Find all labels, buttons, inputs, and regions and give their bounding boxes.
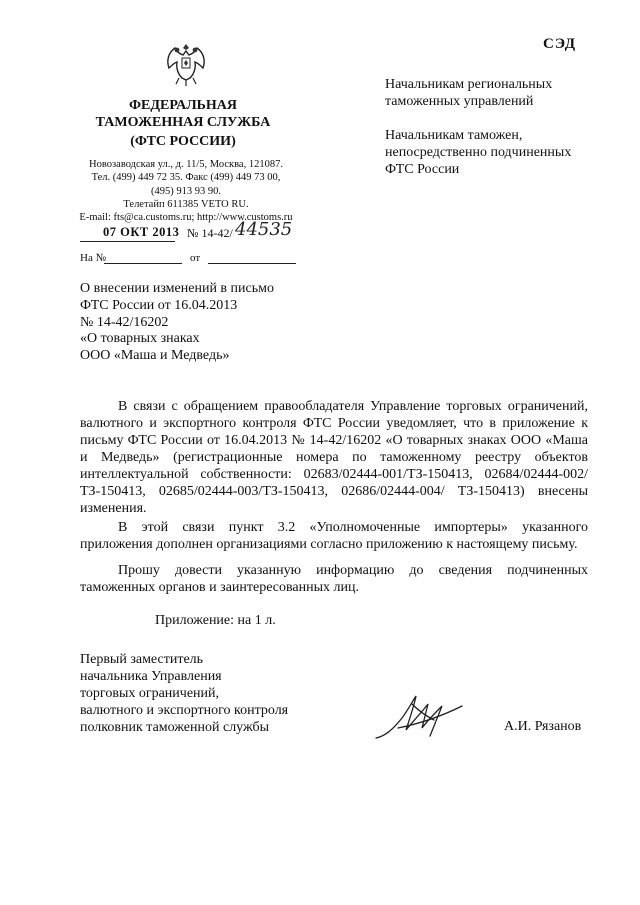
eagle-emblem-icon [163, 38, 209, 88]
reference-number-label: На № [80, 252, 107, 264]
addressee-line: Начальникам таможен, [385, 128, 523, 143]
addressee-line: таможенных управлений [385, 94, 534, 109]
contacts-phone: Тел. (499) 449 72 35. Факс (499) 449 73 00, [91, 172, 281, 184]
signatory-title-line: полковник таможенной службы [80, 720, 270, 735]
contacts-email: E-mail: fts@ca.customs.ru; http://www.customs.ru [79, 212, 293, 224]
signatory-title-line: торговых ограничений, [80, 686, 220, 701]
addressee-regional [385, 76, 552, 110]
subject-line: № 14-42/16202 [80, 314, 169, 330]
signatory-title [80, 651, 288, 736]
body-paragraph-3: Прошу довести указанную информацию до сведения подчиненных таможенных органов и заинтересованных лиц. [80, 563, 588, 595]
reference-number-line [104, 263, 182, 264]
reference-date-line [208, 263, 296, 264]
handwritten-signature [368, 692, 478, 750]
outgoing-number-prefix: № 14-42/ [187, 226, 233, 240]
letter-body [80, 398, 588, 596]
contacts-block [75, 158, 297, 224]
addressee-line: непосредственно подчиненных [385, 145, 572, 160]
org-name-line-2: ТАМОЖЕННАЯ СЛУЖБА [95, 115, 271, 130]
signatory-name: А.И. Рязанов [504, 719, 582, 734]
org-name-line-1: ФЕДЕРАЛЬНАЯ [128, 98, 237, 113]
addressee-customs [385, 127, 571, 178]
body-paragraph-2: В этой связи пункт 3.2 «Уполномоченные импортеры» указанного приложения дополнен организациями согласно приложению к настоящему письму. [80, 520, 588, 552]
subject-line: О внесении изменений в письмо [80, 281, 274, 296]
contacts-address: Новозаводская ул., д. 11/5, Москва, 121087. [89, 159, 283, 170]
signatory-title-line: Первый заместитель [80, 652, 204, 667]
attachment-note: Приложение: на 1 л. [155, 613, 276, 628]
body-paragraph-1: В связи с обращением правообладателя Управление торговых ограничений, валютного и экспортного контроля ФТС России уведомляет, что в приложение к письму ФТС России от 16.04.2013 № 14-42/16202 «О товарных знаках ООО «Маша и Медведь» (регистрационные номера по таможенному реестру объектов интеллектуальной собственности: 02683/02444-001/ТЗ-150413, 02684/02444-002/ТЗ-150413, 02685/02444-003/ТЗ-150413, 02686/02444-004/ ТЗ-150413) внесены изменения. [80, 399, 588, 516]
subject-line: ООО «Маша и Медведь» [80, 348, 230, 364]
date-stamp: 07 ОКТ 2013 [103, 225, 180, 239]
subject-block [80, 281, 274, 365]
date-underline [80, 241, 175, 242]
addressee-line: Начальникам региональных [385, 77, 553, 92]
signatory-title-line: валютного и экспортного контроля [80, 703, 289, 718]
subject-line: ФТС России от 16.04.2013 [80, 297, 238, 313]
signatory-title-line: начальника Управления [80, 669, 222, 684]
reference-date-label: от [190, 252, 201, 264]
contacts-phone-2: (495) 913 93 90. [151, 185, 221, 197]
addressee-line: ФТС России [385, 162, 460, 177]
org-name-line-3: (ФТС РОССИИ) [130, 134, 236, 149]
outgoing-number-handwritten: 44535 [235, 219, 293, 240]
document-code: СЭД [543, 36, 577, 52]
contacts-teletype: Телетайп 611385 VETO RU. [123, 198, 249, 210]
subject-line: «О товарных знаках [80, 331, 200, 347]
